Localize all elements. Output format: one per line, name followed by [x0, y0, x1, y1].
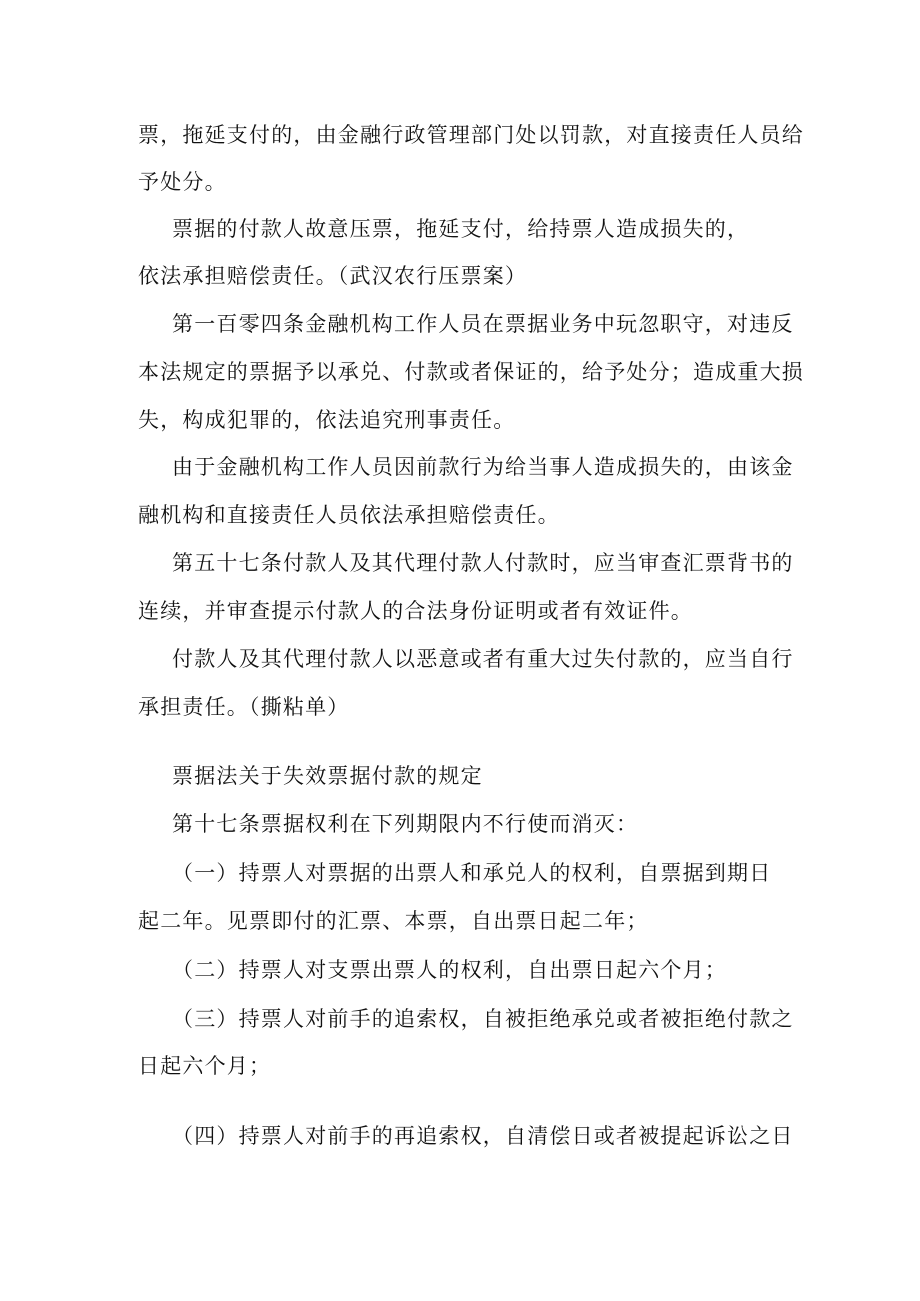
- section-heading: 票据法关于失效票据付款的规定: [172, 764, 483, 788]
- text-line-16: （一）持票人对票据的出票人和承兑人的权利，自票据到期日: [172, 861, 772, 885]
- text-line-20: 日起六个月；: [138, 1054, 272, 1078]
- text-line-3: 票据的付款人故意压票，拖延支付，给持票人造成损失的，: [172, 217, 750, 241]
- text-line-9: 融机构和直接责任人员依法承担赔偿责任。: [138, 503, 560, 527]
- text-line-4: 依法承担赔偿责任。（武汉农行压票案）: [138, 264, 528, 288]
- text-line-21: （四）持票人对前手的再追索权，自清偿日或者被提起诉讼之日: [172, 1124, 794, 1148]
- text-line-7: 失，构成犯罪的，依法追究刑事责任。: [138, 408, 516, 432]
- text-line-18: （二）持票人对支票出票人的权利，自出票日起六个月；: [172, 958, 727, 982]
- text-line-2: 予处分。: [138, 170, 227, 194]
- text-line-15: 第十七条票据权利在下列期限内不行使而消灭：: [172, 812, 639, 836]
- text-line-17: 起二年。见票即付的汇票、本票，自出票日起二年；: [138, 909, 649, 933]
- text-line-13: 承担责任。（撕粘单）: [138, 695, 350, 719]
- text-line-5: 第一百零四条金融机构工作人员在票据业务中玩忽职守，对违反: [172, 312, 794, 336]
- text-line-19: （三）持票人对前手的追索权，自被拒绝承兑或者被拒绝付款之: [172, 1007, 794, 1031]
- text-line-6: 本法规定的票据予以承兑、付款或者保证的，给予处分；造成重大损: [138, 360, 804, 384]
- text-line-8: 由于金融机构工作人员因前款行为给当事人造成损失的，由该金: [172, 455, 794, 479]
- text-line-11: 连续，并审查提示付款人的合法身份证明或者有效证件。: [138, 599, 693, 623]
- text-line-12: 付款人及其代理付款人以恶意或者有重大过失付款的，应当自行: [172, 647, 794, 671]
- text-line-1: 票，拖延支付的，由金融行政管理部门处以罚款，对直接责任人员给: [138, 123, 804, 147]
- text-line-10: 第五十七条付款人及其代理付款人付款时，应当审查汇票背书的: [172, 551, 794, 575]
